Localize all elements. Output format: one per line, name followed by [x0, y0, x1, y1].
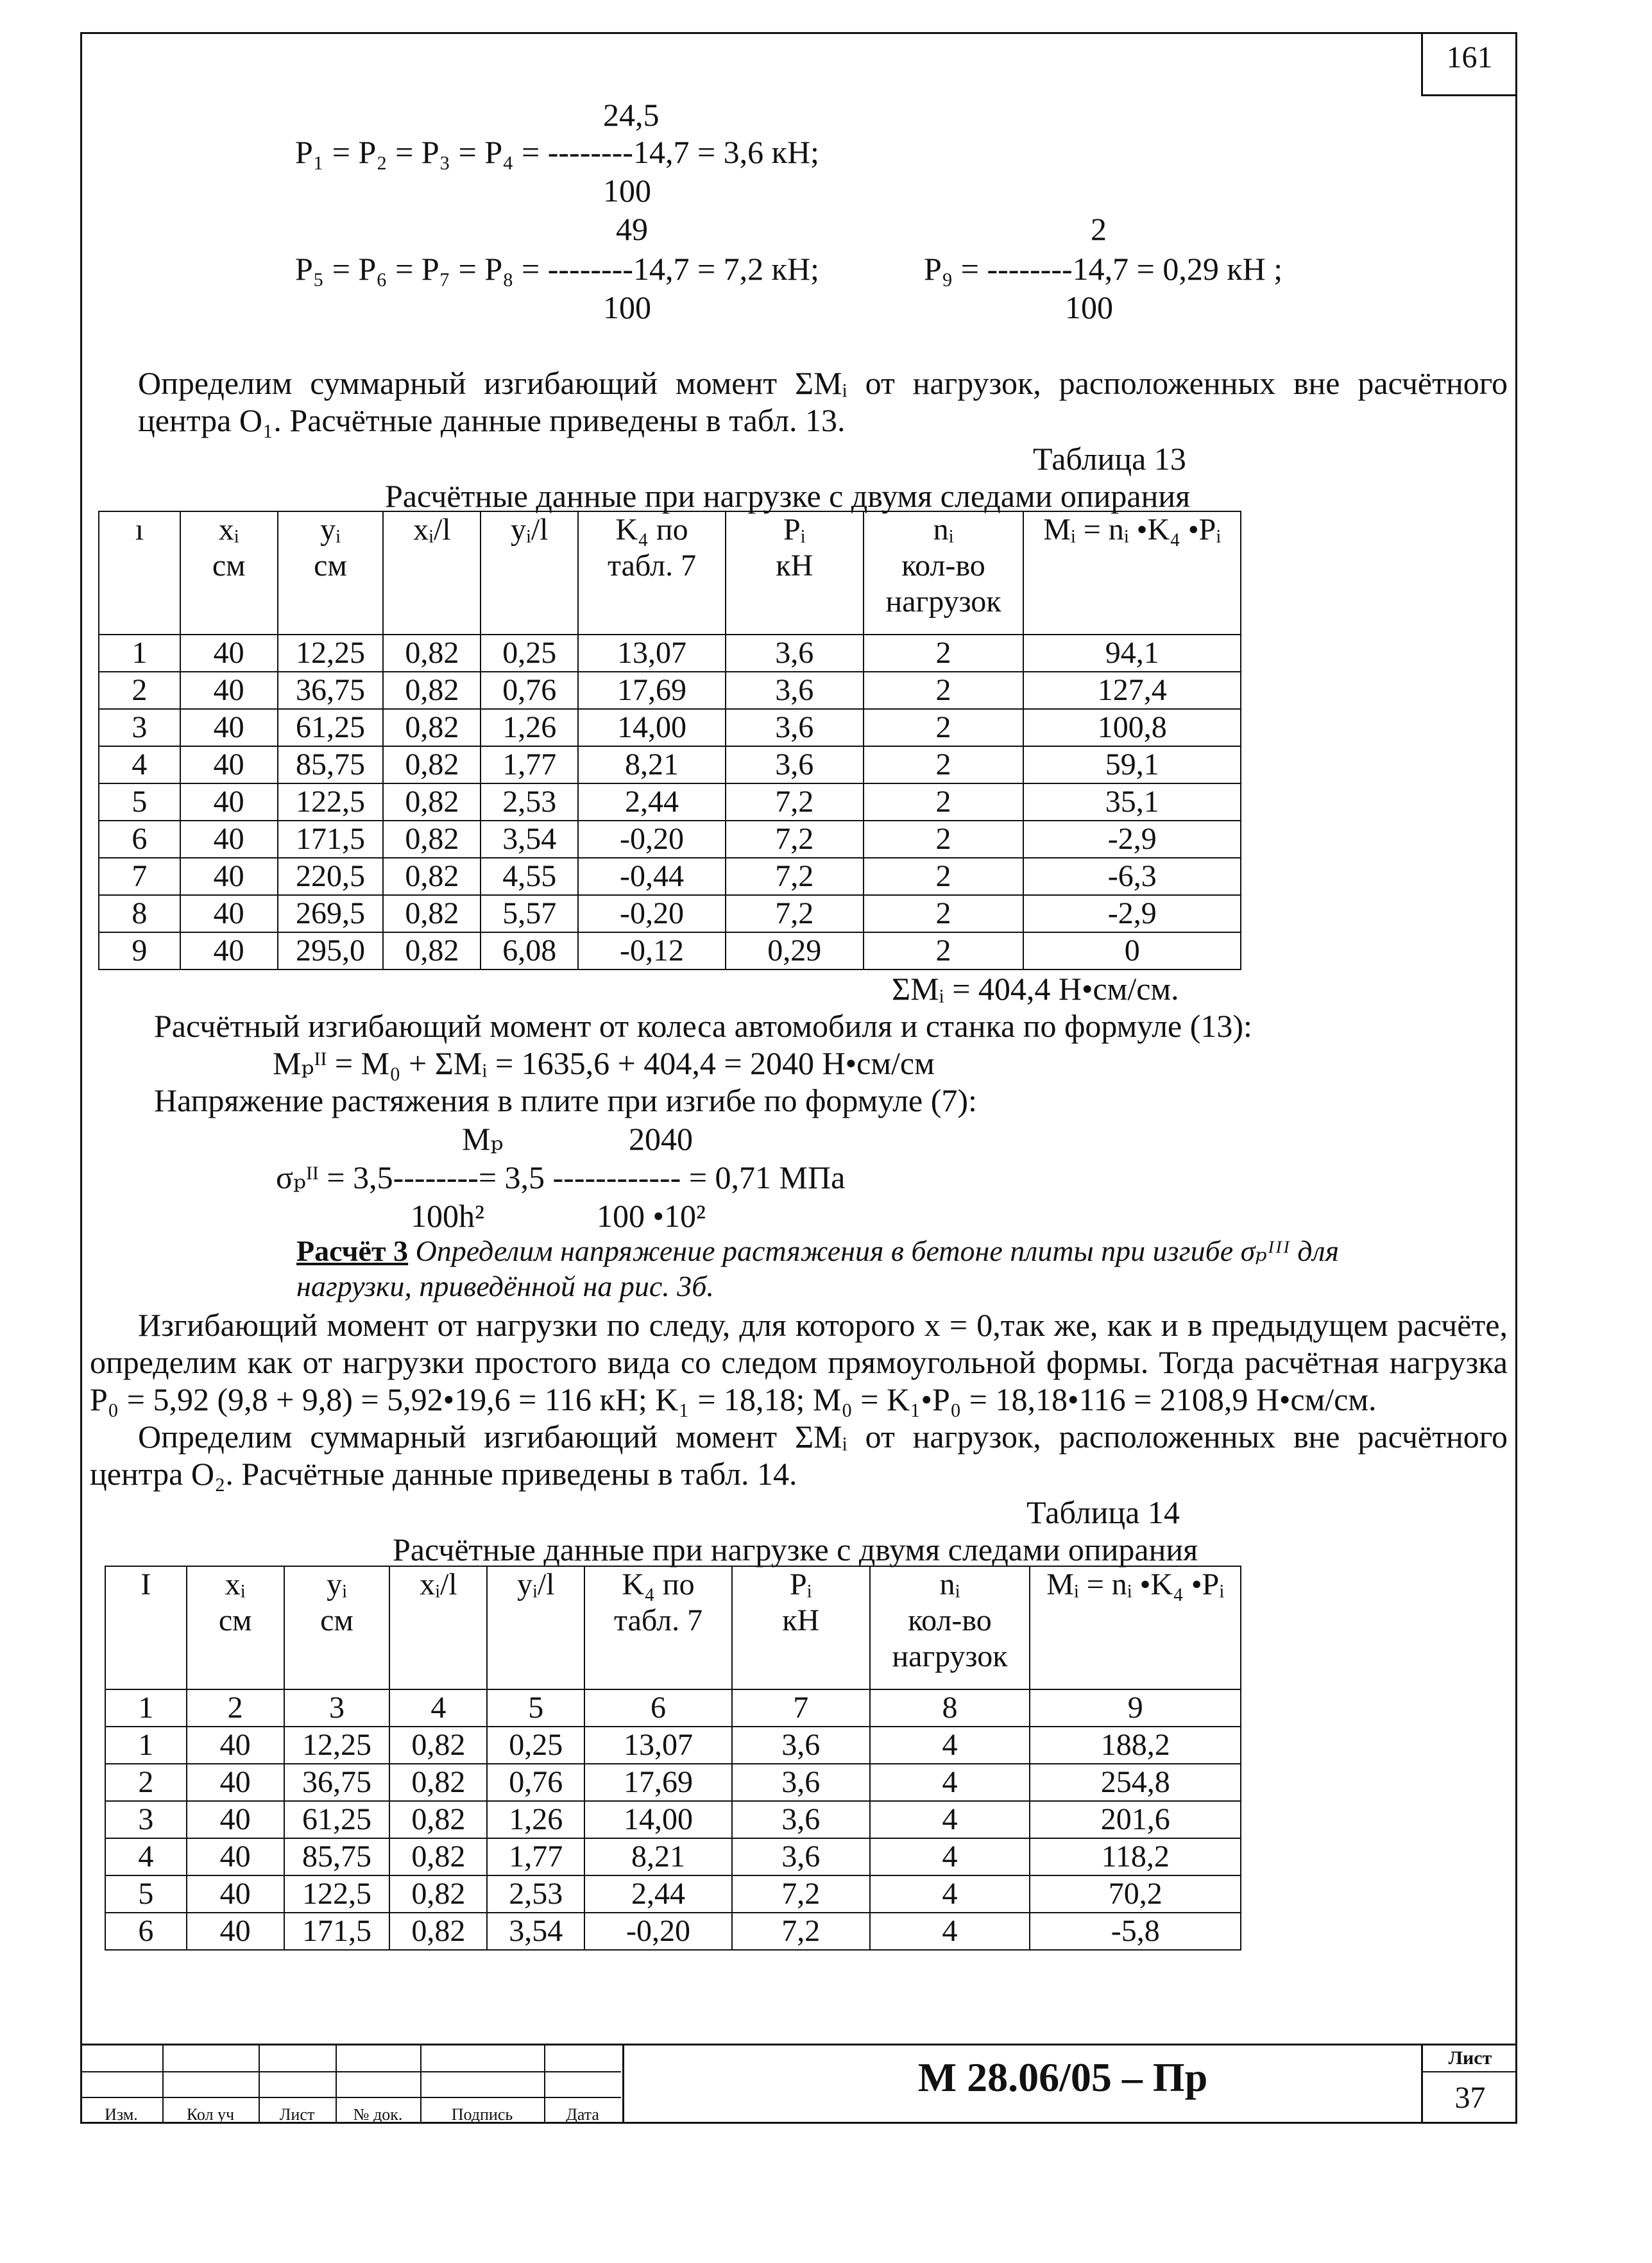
table13-header-cell: Mᵢ = nᵢ •K₄ •Pᵢ — [1023, 511, 1241, 635]
formula1: P₁ = P₂ = P₃ = P₄ = --------14,7 = 3,6 кН; — [295, 134, 819, 170]
formula2: P₅ = P₆ = P₇ = P₈ = --------14,7 = 7,2 кН; — [295, 251, 819, 287]
table14-cell: 36,75 — [284, 1764, 390, 1801]
table14-cell: -5,8 — [1030, 1913, 1241, 1950]
table14-number-row — [105, 1689, 1241, 1727]
table14-cell: 1,77 — [487, 1838, 584, 1875]
calc2-frac-den-left: 100h² — [411, 1198, 484, 1234]
table14-row — [105, 1838, 1241, 1875]
table14-cell: 201,6 — [1030, 1801, 1241, 1838]
table13-cell: 0,82 — [383, 635, 481, 672]
table-13 — [98, 511, 1241, 970]
table14-cell: 7,2 — [732, 1913, 870, 1950]
table13-cell: 14,00 — [578, 709, 726, 746]
table13-cell: 40 — [180, 709, 278, 746]
table13-cell: 40 — [180, 932, 278, 969]
table13-cell: 3,6 — [726, 672, 864, 709]
table13-header-cell: xᵢ/l — [383, 511, 481, 635]
table14-cell: 2 — [105, 1764, 187, 1801]
table13-cell: 36,75 — [278, 672, 384, 709]
title-label-sign: Подпись — [451, 2105, 513, 2124]
calc3-paragraph-1 — [90, 1306, 1508, 1418]
table14-number-cell: 7 — [732, 1689, 870, 1727]
table13-header-cell: yᵢ/l — [481, 511, 578, 635]
table14-number-cell: 6 — [584, 1689, 732, 1727]
table14-number-cell: 9 — [1030, 1689, 1241, 1727]
table13-cell: 1,77 — [481, 746, 578, 783]
calc3-paragraph-2 — [90, 1418, 1508, 1492]
sheet-label: Лист — [1423, 2045, 1517, 2072]
table13-sum: ΣMᵢ = 404,4 Н•см/см. — [892, 971, 1179, 1007]
table13-cell: 100,8 — [1023, 709, 1241, 746]
table13-header-row — [99, 511, 1241, 635]
table13-cell: 3,6 — [726, 746, 864, 783]
table13-cell: 0,82 — [383, 783, 481, 821]
table13-cell: 1,26 — [481, 709, 578, 746]
table13-cell: -0,44 — [578, 858, 726, 895]
table13-cell: 0,82 — [383, 821, 481, 858]
table13-cell: 2 — [864, 858, 1024, 895]
table13-cell: 7 — [99, 858, 180, 895]
calc3-italic-2: нагрузки, приведённой на рис. 3б. — [296, 1270, 714, 1302]
table13-caption: Расчётные данные при нагрузке с двумя следами опирания — [385, 478, 1191, 514]
table14-cell: 40 — [187, 1838, 284, 1875]
table13-row — [99, 672, 1241, 709]
table14-cell: 0,82 — [389, 1801, 487, 1838]
table14-cell: 4 — [870, 1838, 1030, 1875]
table13-cell: 7,2 — [726, 895, 864, 932]
table14-cell: 1 — [105, 1727, 187, 1764]
title-label-kol: Кол уч — [186, 2105, 235, 2124]
calc2-frac-main: σₚᴵᴵ = 3,5--------= 3,5 ------------ = 0,71 МПа — [276, 1159, 846, 1195]
table13-row — [99, 895, 1241, 932]
table13-cell: 0,25 — [481, 635, 578, 672]
table14-cell: 0,82 — [389, 1764, 487, 1801]
table14-number-cell: 3 — [284, 1689, 390, 1727]
table14-cell: 70,2 — [1030, 1875, 1241, 1913]
table14-cell: 3,6 — [732, 1801, 870, 1838]
formula2-numerator: 49 — [616, 211, 648, 247]
calc3-italic: Определим напряжение растяжения в бетоне плиты при изгибе σₚᴵᴵᴵ для — [408, 1234, 1339, 1267]
table14-cell: -0,20 — [584, 1913, 732, 1950]
table14-header-cell: xᵢ/l — [389, 1566, 487, 1689]
calc2-frac-den-right: 100 •10² — [597, 1198, 706, 1234]
table14-cell: 7,2 — [732, 1875, 870, 1913]
table14-number-cell: 4 — [389, 1689, 487, 1727]
table13-cell: 269,5 — [278, 895, 384, 932]
table13-cell: 0,82 — [383, 895, 481, 932]
table13-header-cell: nᵢ кол-во нагрузок — [864, 511, 1024, 635]
table13-cell: 0,29 — [726, 932, 864, 969]
table13-cell: -0,12 — [578, 932, 726, 969]
table13-cell: 5 — [99, 783, 180, 821]
table14-cell: 0,76 — [487, 1764, 584, 1801]
table13-cell: -2,9 — [1023, 895, 1241, 932]
table13-cell: 85,75 — [278, 746, 384, 783]
table13-label: Таблица 13 — [1033, 441, 1186, 477]
table14-header-cell: yᵢ/l — [487, 1566, 584, 1689]
table14-cell: 4 — [870, 1913, 1030, 1950]
table13-cell: 40 — [180, 858, 278, 895]
table13-cell: 171,5 — [278, 821, 384, 858]
title-label-list: Лист — [279, 2105, 315, 2124]
formula3: P₉ = --------14,7 = 0,29 кН ; — [924, 251, 1283, 287]
table13-cell: 3,54 — [481, 821, 578, 858]
table13-cell: 0 — [1023, 932, 1241, 969]
table13-header-cell: ı — [99, 511, 180, 635]
table14-cell: 4 — [870, 1764, 1030, 1801]
calc2-line1: Расчётный изгибающий момент от колеса автомобиля и станка по формуле (13): — [154, 1008, 1252, 1044]
table13-cell: 4 — [99, 746, 180, 783]
table13-cell: 0,82 — [383, 672, 481, 709]
table13-cell: 2 — [864, 932, 1024, 969]
table13-cell: 2 — [864, 635, 1024, 672]
table14-cell: 40 — [187, 1727, 284, 1764]
table14-cell: 8,21 — [584, 1838, 732, 1875]
table13-cell: 4,55 — [481, 858, 578, 895]
formula3-denominator: 100 — [1065, 289, 1113, 325]
table14-number-cell: 1 — [105, 1689, 187, 1727]
title-block-grid — [80, 2045, 621, 2124]
table13-cell: 6 — [99, 821, 180, 858]
table13-cell: 7,2 — [726, 821, 864, 858]
top-page-number: 161 — [1421, 32, 1516, 96]
formula1-numerator: 24,5 — [603, 97, 660, 133]
formula3-numerator: 2 — [1091, 211, 1107, 247]
table14-cell: 2,44 — [584, 1875, 732, 1913]
calc3-para1-text: Изгибающий момент от нагрузки по следу, для которого x = 0,так же, как и в предыдущем расчёте, определим как от нагрузки простого вида со следом прямоугольной формы. Тогда расчётная нагрузка P₀ = 5,92 (9,8 + 9,8) = 5,92•19,6 = 116 кН; K₁ = 18,18; M₀ = K₁•P₀ = 18,18•116 = 2108,9 Н•см/см. — [90, 1307, 1508, 1417]
table13-cell: 1 — [99, 635, 180, 672]
table14-cell: 0,82 — [389, 1913, 487, 1950]
table13-cell: 35,1 — [1023, 783, 1241, 821]
table13-row — [99, 783, 1241, 821]
table13-cell: 2,44 — [578, 783, 726, 821]
table13-header-cell: K₄ по табл. 7 — [578, 511, 726, 635]
table13-cell: 2 — [864, 821, 1024, 858]
table13-cell: 2 — [864, 783, 1024, 821]
table14-cell: 1,26 — [487, 1801, 584, 1838]
table13-cell: 40 — [180, 746, 278, 783]
table13-cell: 13,07 — [578, 635, 726, 672]
sheet-box — [1421, 2045, 1517, 2124]
table13-cell: 61,25 — [278, 709, 384, 746]
table13-row — [99, 932, 1241, 969]
table14-cell: 254,8 — [1030, 1764, 1241, 1801]
formula1-denominator: 100 — [603, 173, 651, 209]
sheet-number: 37 — [1454, 2081, 1486, 2115]
table14-label: Таблица 14 — [1026, 1494, 1180, 1530]
table14-header-row — [105, 1566, 1241, 1689]
table14-cell: 4 — [870, 1801, 1030, 1838]
calc2-line2: Mₚᴵᴵ = M₀ + ΣMᵢ = 1635,6 + 404,4 = 2040 Н•см/см — [273, 1045, 935, 1081]
formula2-denominator: 100 — [603, 289, 651, 325]
table14-cell: 0,82 — [389, 1727, 487, 1764]
title-label-doc: № док. — [353, 2105, 403, 2124]
title-label-izm: Изм. — [105, 2105, 138, 2124]
table14-header-cell: xᵢ см — [187, 1566, 284, 1689]
table13-cell: 2 — [864, 746, 1024, 783]
table13-row — [99, 709, 1241, 746]
table13-cell: 5,57 — [481, 895, 578, 932]
table14-row — [105, 1801, 1241, 1838]
table14-cell: 6 — [105, 1913, 187, 1950]
table13-cell: 2 — [864, 672, 1024, 709]
table13-row — [99, 635, 1241, 672]
table14-row — [105, 1727, 1241, 1764]
table13-cell: 0,82 — [383, 709, 481, 746]
table14-cell: 40 — [187, 1764, 284, 1801]
table14-cell: 118,2 — [1030, 1838, 1241, 1875]
table13-cell: 7,2 — [726, 783, 864, 821]
table14-row — [105, 1875, 1241, 1913]
table14-cell: 0,82 — [389, 1875, 487, 1913]
table14-cell: 14,00 — [584, 1801, 732, 1838]
table14-cell: 61,25 — [284, 1801, 390, 1838]
table13-row — [99, 858, 1241, 895]
table13-cell: 40 — [180, 783, 278, 821]
table14-cell: 5 — [105, 1875, 187, 1913]
table13-cell: 17,69 — [578, 672, 726, 709]
table14-header-cell: Pᵢ кН — [732, 1566, 870, 1689]
table13-header-cell: xᵢ см — [180, 511, 278, 635]
table14-cell: 3,6 — [732, 1764, 870, 1801]
table14-number-cell: 8 — [870, 1689, 1030, 1727]
calc2-line3: Напряжение растяжения в плите при изгибе по формуле (7): — [154, 1082, 977, 1118]
table13-cell: 2,53 — [481, 783, 578, 821]
table14-row — [105, 1764, 1241, 1801]
table14-caption: Расчётные данные при нагрузке с двумя следами опирания — [393, 1532, 1198, 1567]
table14-cell: 0,25 — [487, 1727, 584, 1764]
table13-cell: 7,2 — [726, 858, 864, 895]
table13-cell: 3 — [99, 709, 180, 746]
table14-cell: 4 — [870, 1875, 1030, 1913]
title-block — [80, 2044, 1517, 2124]
calc3-heading — [296, 1233, 1339, 1268]
calc3-title: Расчёт 3 — [296, 1234, 409, 1267]
table13-cell: 12,25 — [278, 635, 384, 672]
table13-header-cell: Pᵢ кН — [726, 511, 864, 635]
table13-cell: -2,9 — [1023, 821, 1241, 858]
table14-cell: 122,5 — [284, 1875, 390, 1913]
table13-row — [99, 821, 1241, 858]
table14-header-cell: Mᵢ = nᵢ •K₄ •Pᵢ — [1030, 1566, 1241, 1689]
table13-cell: 0,76 — [481, 672, 578, 709]
table14-header-cell: yᵢ см — [284, 1566, 390, 1689]
table13-cell: 295,0 — [278, 932, 384, 969]
paragraph-1: Определим суммарный изгибающий момент ΣMᵢ от нагрузок, расположенных вне расчётного центра O₁. Расчётные данные приведены в табл. 13. — [138, 365, 1508, 438]
table13-cell: 2 — [864, 895, 1024, 932]
table14-cell: 3,6 — [732, 1727, 870, 1764]
calc2-frac-num-left: Mₚ — [462, 1121, 504, 1157]
calc2-frac-num-right: 2040 — [629, 1121, 693, 1157]
table13-cell: 9 — [99, 932, 180, 969]
document-code-text: М 28.06/05 – Пр — [917, 2054, 1208, 2100]
calc3-para2-text: Определим суммарный изгибающий момент ΣMᵢ от нагрузок, расположенных вне расчётного центра O₂. Расчётные данные приведены в табл. 14. — [90, 1419, 1508, 1492]
table13-cell: 220,5 — [278, 858, 384, 895]
document-code — [622, 2045, 1501, 2124]
table14-cell: 171,5 — [284, 1913, 390, 1950]
table14-number-cell: 5 — [487, 1689, 584, 1727]
table14-cell: 4 — [870, 1727, 1030, 1764]
table13-cell: 122,5 — [278, 783, 384, 821]
table-14 — [105, 1566, 1241, 1951]
table14-cell: 0,82 — [389, 1838, 487, 1875]
table14-cell: 13,07 — [584, 1727, 732, 1764]
table14-cell: 12,25 — [284, 1727, 390, 1764]
table13-cell: 94,1 — [1023, 635, 1241, 672]
table14-cell: 40 — [187, 1913, 284, 1950]
table13-cell: 8 — [99, 895, 180, 932]
table14-header-cell: I — [105, 1566, 187, 1689]
table14-header-cell: nᵢ кол-во нагрузок — [870, 1566, 1030, 1689]
table14-cell: 40 — [187, 1875, 284, 1913]
table13-cell: 2 — [864, 709, 1024, 746]
table13-cell: 6,08 — [481, 932, 578, 969]
table14-cell: 3,54 — [487, 1913, 584, 1950]
table13-cell: 40 — [180, 635, 278, 672]
table13-cell: 3,6 — [726, 635, 864, 672]
table14-cell: 17,69 — [584, 1764, 732, 1801]
table14-cell: 3 — [105, 1801, 187, 1838]
table14-header-cell: K₄ по табл. 7 — [584, 1566, 732, 1689]
table14-cell: 40 — [187, 1801, 284, 1838]
table13-row — [99, 746, 1241, 783]
table13-cell: 8,21 — [578, 746, 726, 783]
table14-row — [105, 1913, 1241, 1950]
table13-cell: 40 — [180, 672, 278, 709]
table14-number-cell: 2 — [187, 1689, 284, 1727]
table14-cell: 188,2 — [1030, 1727, 1241, 1764]
title-label-date: Дата — [566, 2105, 599, 2124]
table13-cell: 0,82 — [383, 858, 481, 895]
table13-cell: 2 — [99, 672, 180, 709]
table13-cell: 0,82 — [383, 746, 481, 783]
table14-cell: 2,53 — [487, 1875, 584, 1913]
table13-cell: 3,6 — [726, 709, 864, 746]
table13-cell: 59,1 — [1023, 746, 1241, 783]
table14-cell: 3,6 — [732, 1838, 870, 1875]
table14-cell: 85,75 — [284, 1838, 390, 1875]
table13-header-cell: yᵢ см — [278, 511, 384, 635]
table13-cell: 0,82 — [383, 932, 481, 969]
table13-cell: -0,20 — [578, 821, 726, 858]
table14-cell: 4 — [105, 1838, 187, 1875]
table13-cell: -0,20 — [578, 895, 726, 932]
table13-cell: 127,4 — [1023, 672, 1241, 709]
table13-cell: -6,3 — [1023, 858, 1241, 895]
table13-cell: 40 — [180, 821, 278, 858]
table13-cell: 40 — [180, 895, 278, 932]
